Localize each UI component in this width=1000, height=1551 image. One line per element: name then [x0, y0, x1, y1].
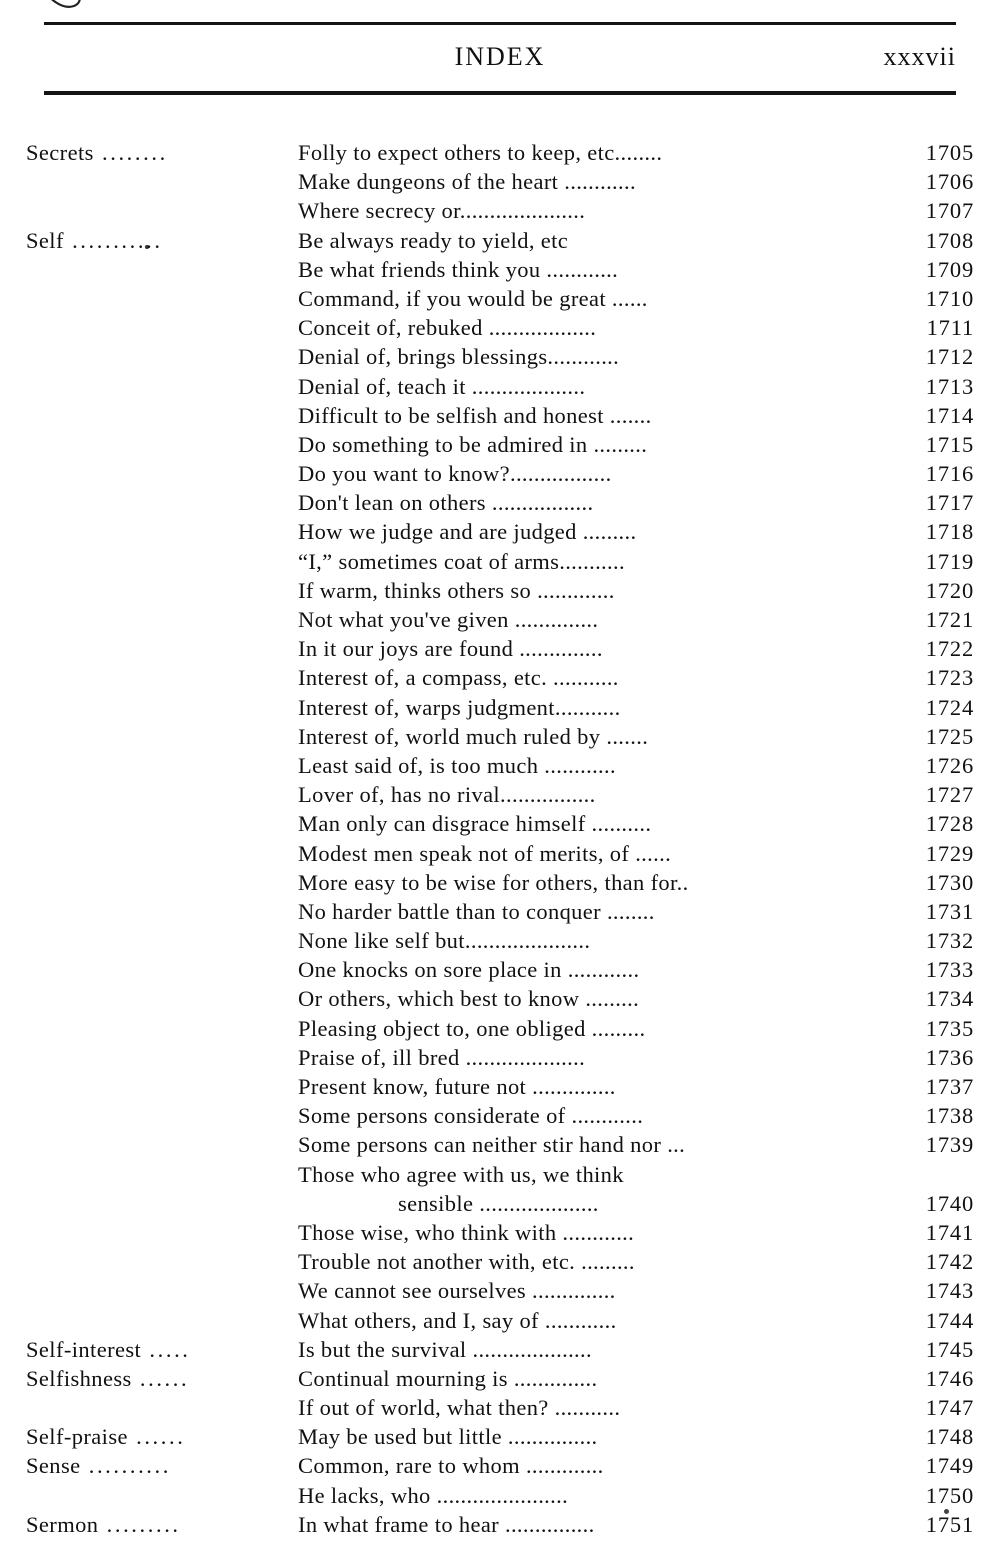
- index-entry-number: 1707: [925, 198, 974, 224]
- index-entry-text: Be what friends think you ............: [298, 256, 619, 282]
- index-entry-text: Or others, which best to know .........: [298, 986, 640, 1012]
- index-entry-number: 1737: [925, 1074, 974, 1099]
- index-entry-number: 1750: [925, 1482, 974, 1508]
- index-row: [26, 1191, 974, 1220]
- index-row: [26, 1249, 974, 1278]
- index-entry-text: Least said of, is too much ............: [298, 752, 616, 778]
- index-entry-text: One knocks on sore place in ............: [298, 957, 640, 983]
- index-entry-text: Denial of, brings blessings............: [298, 344, 620, 370]
- index-entry-text: Continual mourning is ..............: [298, 1365, 598, 1391]
- scan-artifact-icon: [40, 0, 86, 18]
- index-heading-leader: ......: [127, 1424, 186, 1450]
- index-row: [26, 519, 974, 548]
- index-entry-number: 1708: [925, 227, 974, 253]
- index-entry-text: Don't lean on others .................: [298, 490, 594, 516]
- index-entry-text: If out of world, what then? ...........: [298, 1395, 621, 1421]
- index-entry-number: 1742: [925, 1249, 974, 1275]
- index-heading-word: Secrets: [26, 140, 94, 165]
- index-heading-leader: ...........: [63, 227, 163, 253]
- index-entry-text: “I,” sometimes coat of arms...........: [298, 548, 625, 574]
- index-row: [26, 1045, 974, 1074]
- index-row: [26, 607, 974, 636]
- index-entry-text: Interest of, warps judgment...........: [298, 694, 621, 720]
- index-entry-text: What others, and I, say of ............: [298, 1307, 617, 1333]
- index-entry-text: Conceit of, rebuked ..................: [298, 315, 597, 341]
- index-entry-number: 1731: [925, 898, 974, 924]
- index-row: [26, 1132, 974, 1161]
- index-row: [26, 1308, 974, 1337]
- index-entry-text: In it our joys are found ..............: [298, 636, 603, 662]
- index-entry-number: 1733: [925, 957, 974, 983]
- header-rule-top: [44, 22, 956, 25]
- index-heading: [26, 1424, 296, 1450]
- index-heading-word: Sense: [26, 1453, 81, 1479]
- index-row: [26, 724, 974, 753]
- index-entry-text: No harder battle than to conquer ........: [298, 898, 655, 924]
- index-row: [26, 928, 974, 957]
- index-entry-text: We cannot see ourselves ..............: [298, 1278, 616, 1304]
- index-row: [26, 549, 974, 578]
- index-entry-number: 1715: [925, 431, 974, 457]
- index-row: [26, 315, 974, 344]
- index-row: [26, 169, 974, 198]
- index-row: [26, 578, 974, 607]
- index-row: [26, 432, 974, 461]
- index-entry-number: 1747: [925, 1395, 974, 1421]
- index-heading-leader: .........: [98, 1511, 181, 1537]
- index-entry-text: Those who agree with us, we think: [298, 1161, 624, 1187]
- index-row: [26, 1453, 974, 1482]
- index-row: [26, 1512, 974, 1541]
- index-row: [26, 1074, 974, 1103]
- index-row: [26, 1395, 974, 1424]
- index-row: [26, 1424, 974, 1453]
- index-heading-leader: ..........: [80, 1453, 171, 1479]
- index-row: [26, 1337, 974, 1366]
- index-entry-number: 1706: [925, 169, 974, 195]
- index-entry-number: 1725: [925, 723, 974, 749]
- index-entry-text: Command, if you would be great ......: [298, 285, 648, 311]
- index-entry-number: 1732: [925, 928, 974, 954]
- index-row: [26, 1162, 974, 1191]
- index-entry-text: Common, rare to whom .............: [298, 1453, 604, 1479]
- index-row: [26, 986, 974, 1015]
- index-entry-number: 1734: [925, 986, 974, 1012]
- index-row: [26, 636, 974, 665]
- index-entry-number: 1709: [925, 256, 974, 282]
- index-entry-number: 1718: [925, 519, 974, 545]
- index-entry-number: 1738: [925, 1103, 974, 1129]
- index-entry-text: Do you want to know?.................: [298, 461, 612, 487]
- index-heading-word: Selfishness: [26, 1365, 132, 1391]
- index-entry-number: 1743: [925, 1278, 974, 1304]
- index-row: [26, 811, 974, 840]
- index-entry-text: Make dungeons of the heart ............: [298, 169, 636, 195]
- index-entry-number: 1727: [925, 782, 974, 808]
- page-header: [44, 22, 956, 96]
- index-entry-text: Pleasing object to, one obliged .........: [298, 1015, 646, 1041]
- index-entry-number: 1705: [925, 140, 974, 165]
- index-entry-text: Man only can disgrace himself ..........: [298, 811, 652, 837]
- index-heading: [26, 1337, 296, 1363]
- index-row: [26, 665, 974, 694]
- index-entry-text: In what frame to hear ...............: [298, 1511, 595, 1537]
- index-entry-number: 1716: [925, 461, 974, 487]
- page-title: INDEX: [454, 42, 546, 71]
- index-entry-number: 1741: [925, 1219, 974, 1245]
- index-heading-word: Sermon: [26, 1511, 99, 1537]
- index-entry-text: Be always ready to yield, etc: [298, 227, 569, 253]
- index-entry-text: Praise of, ill bred ....................: [298, 1044, 586, 1070]
- index-entry-number: 1726: [925, 752, 974, 778]
- index-entry-text: He lacks, who ......................: [298, 1482, 569, 1508]
- index-row: [26, 957, 974, 986]
- index-row: [26, 1016, 974, 1045]
- index-entry-number: 1728: [925, 811, 974, 837]
- index-entry-text: Some persons can neither stir hand nor ...: [298, 1132, 686, 1158]
- index-entry-number: 1749: [925, 1453, 974, 1479]
- index-row: [26, 344, 974, 373]
- index-row: [26, 286, 974, 315]
- index-heading-word: Self: [26, 227, 64, 253]
- index-entry-text: May be used but little ...............: [298, 1424, 598, 1450]
- index-row: [26, 841, 974, 870]
- index-entry-text: Some persons considerate of ............: [298, 1103, 644, 1129]
- index-entry-number: 1719: [925, 548, 974, 574]
- index-row: [26, 1220, 974, 1249]
- index-entry-number: 1717: [925, 490, 974, 516]
- index-entry-text: Do something to be admired in .........: [298, 431, 648, 457]
- index-row: [26, 1103, 974, 1132]
- index-heading-leader: ........: [93, 140, 168, 165]
- index-entry-text: Those wise, who think with ............: [298, 1219, 635, 1245]
- index-row: [26, 228, 974, 257]
- index-entry-number: 1745: [925, 1336, 974, 1362]
- index-row: [26, 1483, 974, 1512]
- index-entry-text: Trouble not another with, etc. .........: [298, 1249, 635, 1275]
- index-entry-text: Denial of, teach it ...................: [298, 373, 586, 399]
- index-row: [26, 870, 974, 899]
- index-heading-leader: ......: [131, 1365, 190, 1391]
- index-entry-number: 1740: [925, 1190, 974, 1216]
- index-entry-text: sensible ....................: [398, 1190, 599, 1216]
- index-row: [26, 490, 974, 519]
- index-row: [26, 374, 974, 403]
- index-row: [26, 1278, 974, 1307]
- index-entry-number: 1713: [925, 373, 974, 399]
- index-heading: [26, 1512, 296, 1538]
- index-row: [26, 695, 974, 724]
- index-entry-text: None like self but.....................: [298, 928, 591, 954]
- index-row: [26, 257, 974, 286]
- index-row: [26, 1366, 974, 1395]
- index-entry-text: If warm, thinks others so .............: [298, 577, 615, 603]
- index-entry-text: Where secrecy or.....................: [298, 198, 586, 224]
- index-entry-number: 1746: [925, 1365, 974, 1391]
- index-entry-text: Folly to expect others to keep, etc........: [298, 140, 663, 165]
- index-entry-text: Interest of, a compass, etc. ...........: [298, 665, 619, 691]
- index-heading: [26, 1453, 296, 1479]
- index-entry-text: Difficult to be selfish and honest .......: [298, 402, 652, 428]
- index-entry-number: 1729: [925, 840, 974, 866]
- index-row: [26, 403, 974, 432]
- index-row: [26, 899, 974, 928]
- index-heading: [26, 1366, 296, 1392]
- index-entry-number: 1721: [925, 607, 974, 632]
- index-entry-list: [26, 140, 974, 1541]
- index-row: [26, 461, 974, 490]
- index-entry-text: Interest of, world much ruled by .......: [298, 723, 649, 749]
- index-heading-leader: .....: [141, 1336, 191, 1362]
- index-row: [26, 753, 974, 782]
- index-heading: [26, 140, 296, 166]
- index-entry-text: Modest men speak not of merits, of ......: [298, 840, 672, 866]
- index-entry-text: Lover of, has no rival................: [298, 782, 596, 808]
- index-heading-word: Self-interest: [26, 1336, 142, 1362]
- index-entry-number: 1744: [925, 1307, 974, 1333]
- index-entry-number: 1751: [925, 1511, 974, 1537]
- index-row: [26, 782, 974, 811]
- index-entry-number: 1724: [925, 694, 974, 720]
- index-entry-number: 1710: [925, 285, 974, 311]
- index-entry-number: 1748: [925, 1424, 974, 1450]
- index-entry-text: More easy to be wise for others, than for..: [298, 869, 689, 895]
- index-entry-number: 1735: [925, 1015, 974, 1041]
- index-row: [26, 198, 974, 227]
- index-entry-number: 1720: [925, 577, 974, 603]
- index-entry-number: 1711: [926, 315, 974, 341]
- page-number: xxxvii: [883, 42, 956, 71]
- index-entry-number: 1723: [925, 665, 974, 691]
- index-entry-number: 1712: [925, 344, 974, 370]
- header-rule-bottom: [44, 91, 956, 95]
- index-entry-number: 1722: [925, 636, 974, 662]
- index-entry-number: 1739: [925, 1132, 974, 1158]
- index-heading: [26, 228, 296, 254]
- index-entry-number: 1736: [925, 1044, 974, 1070]
- index-entry-text: Present know, future not ..............: [298, 1074, 616, 1099]
- index-entry-number: 1730: [925, 869, 974, 895]
- index-entry-number: 1714: [925, 402, 974, 428]
- index-entry-text: Not what you've given ..............: [298, 607, 599, 632]
- index-entry-text: How we judge and are judged .........: [298, 519, 637, 545]
- index-row: [26, 140, 974, 169]
- index-heading-word: Self-praise: [26, 1424, 128, 1450]
- index-entry-text: Is but the survival ....................: [298, 1336, 592, 1362]
